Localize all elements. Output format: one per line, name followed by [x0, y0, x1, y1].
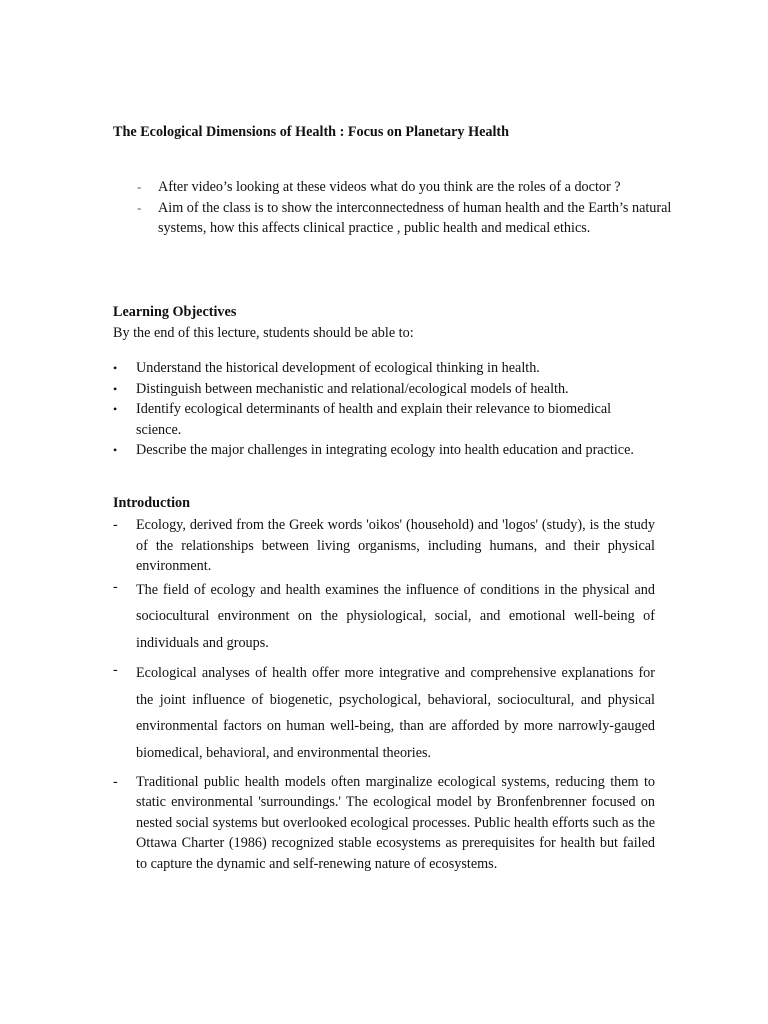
list-item-text: Ecology, derived from the Greek words 'oikos' (household) and 'logos' (study), is the study of the relationships between living organisms, including humans, and their physical environment. — [136, 517, 655, 575]
bullet-marker: • — [113, 361, 118, 375]
list-item — [113, 379, 658, 400]
list-item-text: The field of ecology and health examines the influence of conditions in the physical and sociocultural environment on the physiological, social, and emotional well-being of individuals and groups. — [136, 581, 655, 652]
top-dash-list — [113, 177, 673, 239]
bullet-marker: • — [113, 402, 118, 417]
list-item — [113, 177, 673, 198]
list-item — [113, 358, 658, 379]
dash-marker: - — [137, 199, 142, 215]
list-item-text: Identify ecological determinants of health and explain their relevance to biomedical science. — [136, 401, 612, 438]
introduction-list — [113, 515, 655, 875]
list-item-text: Distinguish between mechanistic and relational/ecological models of health. — [136, 380, 569, 397]
list-item — [113, 515, 655, 577]
list-item-text: Aim of the class is to show the interconnectedness of human health and the Earth’s natural systems, how this affects clinical practice , public health and medical ethics. — [158, 199, 672, 237]
list-item — [113, 440, 658, 461]
list-item-text: Understand the historical development of ecological thinking in health. — [136, 360, 540, 376]
dash-marker: - — [113, 578, 118, 595]
list-item-text: After video’s looking at these videos what do you think are the roles of a doctor ? — [158, 179, 621, 195]
learning-objectives-heading: Learning Objectives — [113, 304, 237, 320]
bullet-marker: • — [113, 381, 118, 396]
list-item-text: Traditional public health models often marginalize ecological systems, reducing them to static environmental 'surroundings.' The ecological model by Bronfenbrenner focused on nested social systems but overlooked ecological processes. Public health efforts such as the Ottawa Charter (1986) recognized stable ecosystems as prerequisites for health but failed to capture the dynamic and self-renewing nature of ecosystems. — [136, 773, 655, 873]
dash-marker: - — [113, 661, 118, 678]
introduction-heading: Introduction — [113, 495, 190, 511]
dash-marker: - — [137, 179, 142, 194]
bullet-marker: • — [113, 443, 118, 458]
dash-marker: - — [113, 517, 118, 533]
list-item-text: Ecological analyses of health offer more integrative and comprehensive explanations for the joint influence of biogenetic, psychological, behavioral, sociocultural, and physical environmental factors on human well-being, than are afforded by more narrowly-gauged biomedical, behavioral, and environmental theories. — [136, 664, 655, 761]
list-item — [113, 577, 655, 657]
list-item — [113, 660, 655, 767]
document-title: The Ecological Dimensions of Health : Focus on Planetary Health — [113, 124, 510, 140]
list-item — [113, 198, 673, 239]
learning-objectives-intro: By the end of this lecture, students should be able to: — [113, 325, 414, 341]
dash-marker: - — [113, 773, 118, 790]
list-item — [113, 772, 655, 875]
list-item-text: Describe the major challenges in integrating ecology into health education and practice. — [136, 442, 634, 459]
learning-objectives-list — [113, 358, 658, 461]
list-item — [113, 399, 658, 440]
